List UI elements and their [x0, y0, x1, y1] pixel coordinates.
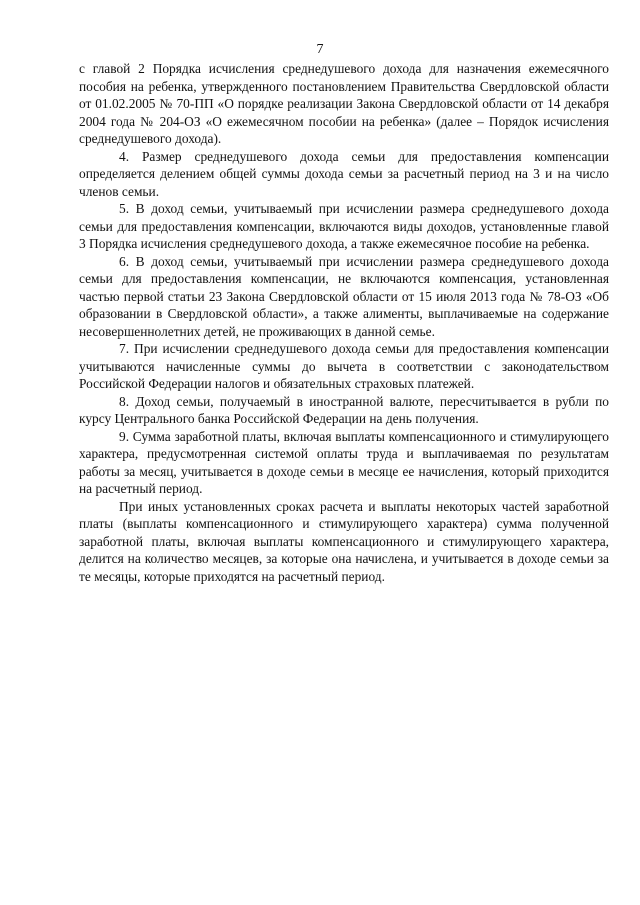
paragraph-item-6: 6. В доход семьи, учитываемый при исчислении размера среднедушевого дохода семьи для предоставления компенсации, не включаются компенсация, установленная частью первой статьи 23 Закона Свердловской области от 15 июля 2013 года № 78-ОЗ «Об образовании в Свердловской области», а также алименты, выплачиваемые на содержание несовершеннолетних детей, не проживающих в данной семье. — [79, 253, 609, 339]
paragraph-item-9-continued: При иных установленных сроках расчета и выплаты некоторых частей заработной платы (выплаты компенсационного и стимулирующего характера) сумма полученной заработной платы, включая выплаты компенсационного и стимулирующего характера, делится на количество месяцев, за которые она начислена, и учитывается в доходе семьи за те месяцы, которые приходятся на расчетный период. — [79, 498, 609, 584]
paragraph-item-7: 7. При исчислении среднедушевого дохода семьи для предоставления компенсации учитываются начисленные суммы до вычета в соответствии с законодательством Российской Федерации налогов и обязательных страховых платежей. — [79, 341, 609, 391]
paragraph-item-4: 4. Размер среднедушевого дохода семьи для предоставления компенсации определяется делением общей суммы дохода семьи за расчетный период на 3 и на число членов семьи. — [79, 148, 609, 199]
paragraph-continuation: с главой 2 Порядка исчисления среднедушевого дохода для назначения ежемесячного пособия на ребенка, утвержденного постановлением Правительства Свердловской области от 01.02.2005 № 70-ПП «О порядке реализации Закона Свердловской области от 14 декабря 2004 года № 204-ОЗ «О ежемесячном пособии на ребенка» (далее – Порядок исчисления среднедушевого дохода). — [79, 61, 609, 146]
document-body — [79, 60, 609, 585]
paragraph-item-8: 8. Доход семьи, получаемый в иностранной валюте, пересчитывается в рубли по курсу Центрального банка Российской Федерации на день получения. — [79, 393, 609, 426]
paragraph-item-5: 5. В доход семьи, учитываемый при исчислении размера среднедушевого дохода семьи для предоставления компенсации, включаются виды доходов, установленные главой 3 Порядка исчисления среднедушевого дохода, а также ежемесячное пособие на ребенка. — [79, 201, 609, 251]
paragraph-item-9: 9. Сумма заработной платы, включая выплаты компенсационного и стимулирующего характера, предусмотренная системой оплаты труда и выплачиваемая по результатам работы за месяц, учитывается в доходе семьи в месяце ее начисления, который приходится на расчетный период. — [79, 428, 609, 496]
page-number: 7 — [316, 42, 324, 57]
